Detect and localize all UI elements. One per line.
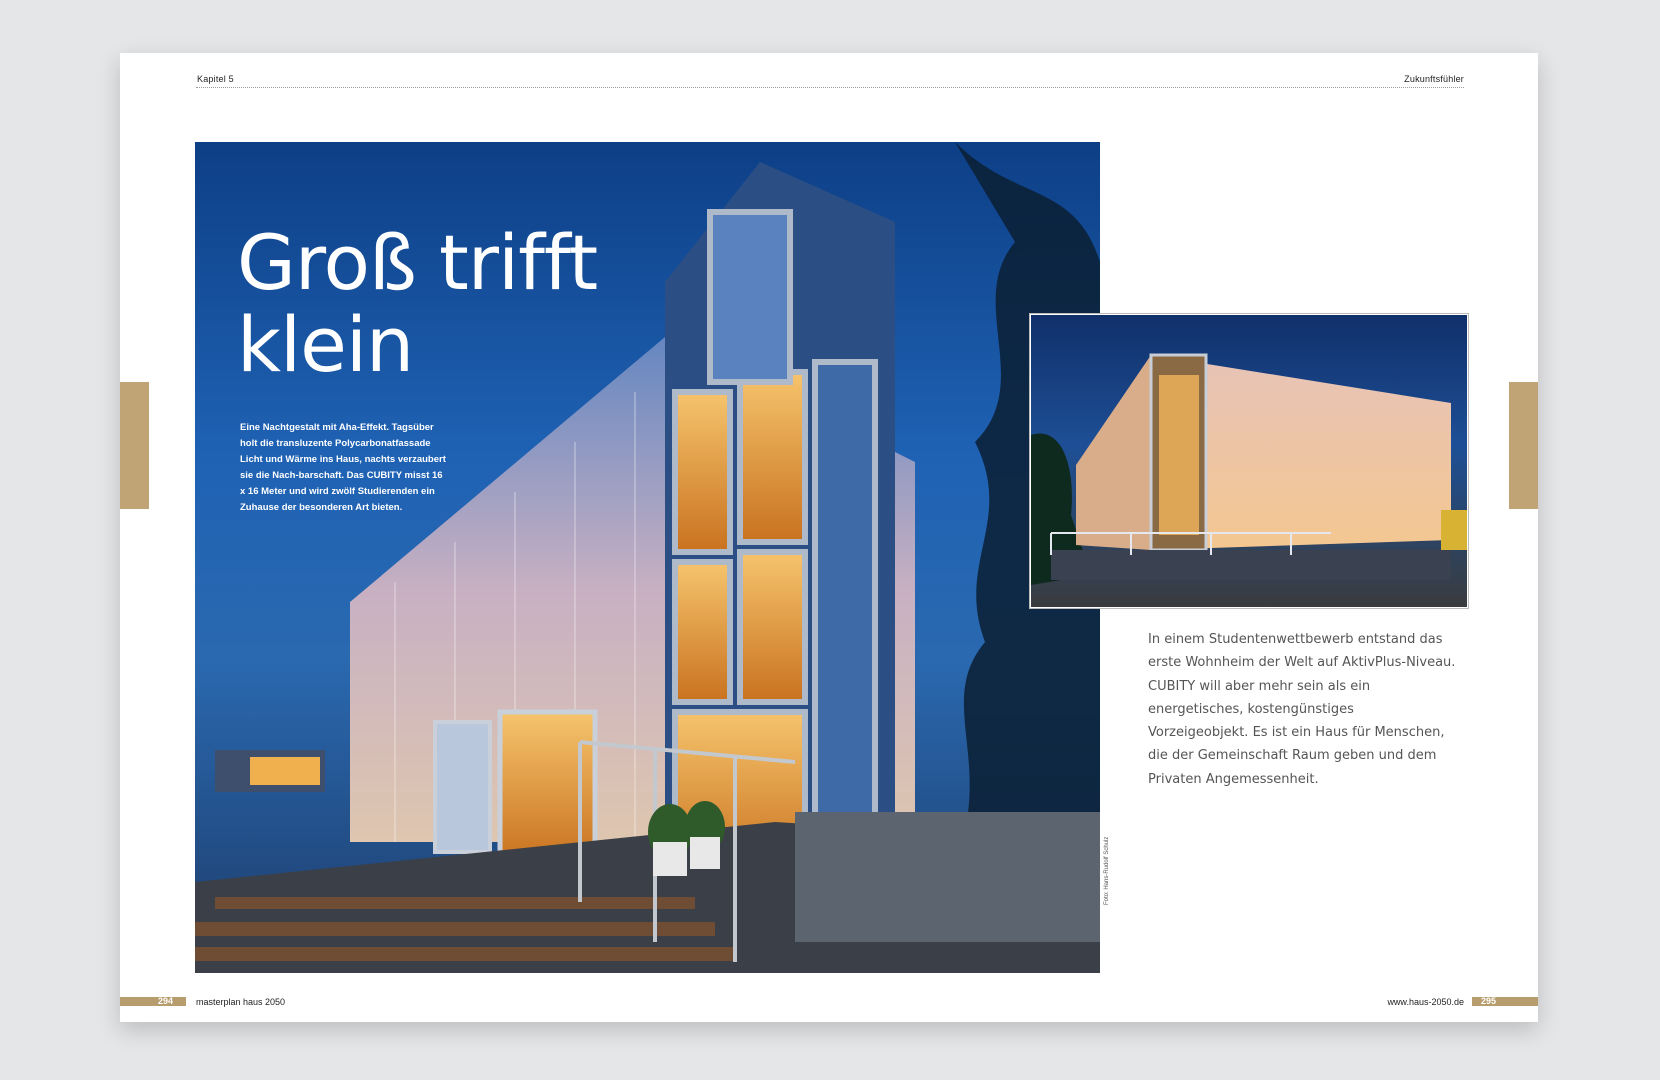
headline-line-2: klein xyxy=(237,300,414,389)
main-building-photo xyxy=(195,142,1100,973)
photo-credit: Foto: Hans-Rudolf Schulz xyxy=(1104,836,1110,905)
inset-building-illustration xyxy=(1031,315,1467,607)
publication-title: masterplan haus 2050 xyxy=(196,997,286,1007)
chapter-label: Kapitel 5 xyxy=(197,74,234,84)
left-folio-bar xyxy=(120,997,186,1006)
left-page-tab xyxy=(120,382,149,509)
left-page-number: 294 xyxy=(158,996,174,1006)
headline xyxy=(237,218,598,389)
right-page-number: 295 xyxy=(1481,996,1497,1006)
inset-building-photo xyxy=(1030,314,1468,608)
header-divider xyxy=(196,87,1464,88)
body-text: In einem Studentenwettbewerb entstand das erste Wohnheim der Welt auf AktivPlus-Niveau. CUBITY will aber mehr sein als ein energetisches, kostengünstiges Vorzeigeobjekt. Es ist ein Haus für Menschen, die der Gemeinschaft Raum geben und dem Privaten Angemessenheit. xyxy=(1148,632,1456,787)
section-label: Zukunftsfühler xyxy=(1404,74,1464,84)
headline-line-1: Groß trifft xyxy=(237,218,598,307)
intro-text: Eine Nachtgestalt mit Aha-Effekt. Tagsüber holt die transluzente Polycarbonatfassade Licht und Wärme ins Haus, nachts verzaubert sie die Nach-barschaft. Das CUBITY misst 16 x 16 Meter und wird zwölf Studierenden ein Zuhause der besonderen Art bieten. xyxy=(240,422,446,513)
website-url[interactable]: www.haus-2050.de xyxy=(1387,997,1464,1007)
right-page-tab xyxy=(1509,382,1538,509)
